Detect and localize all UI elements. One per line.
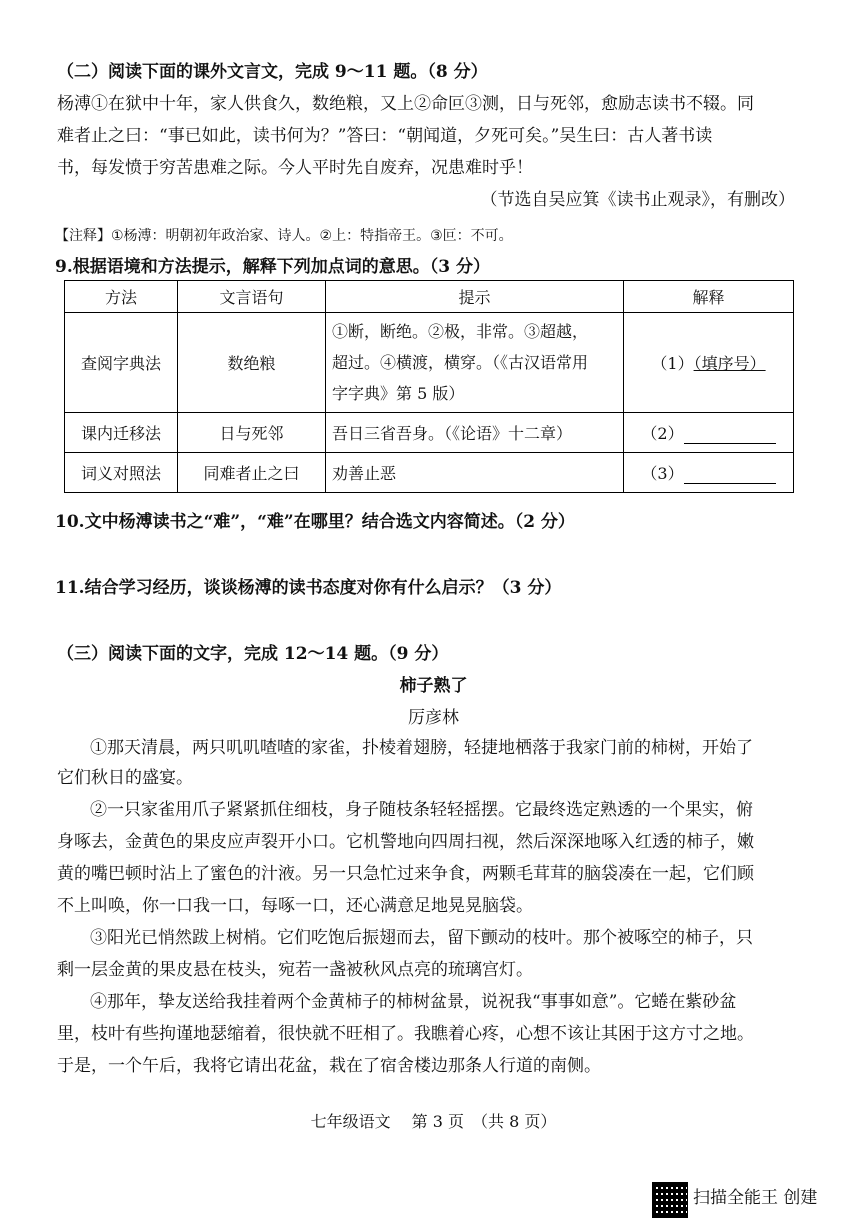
q9-row xyxy=(65,313,794,413)
section3-heading: （三）阅读下面的文字，完成 12～14 题。（9 分） xyxy=(57,644,449,664)
passage-line-3: 书，每发愤于穷苦患难之际。今人平时先自废弃，况患难时乎！ xyxy=(57,158,533,178)
q9-hint: 吾日三省吾身。（《论语》十二章） xyxy=(326,413,624,453)
q9-answer[interactable] xyxy=(624,313,794,413)
article-author: 厉彦林 xyxy=(408,708,459,728)
passage-source: （节选自吴应箕《读书止观录》，有删改） xyxy=(480,190,795,210)
answer-blank[interactable] xyxy=(684,425,776,444)
article-title: 柿子熟了 xyxy=(399,676,468,696)
answer-blank[interactable] xyxy=(684,465,776,484)
paragraph-4-line-2: 里，枝叶有些拘谨地瑟缩着，很快就不旺相了。我瞧着心疼，心想不该让其困于这方寸之地。 xyxy=(57,1024,754,1044)
q9-method: 课内迁移法 xyxy=(65,413,178,453)
q9-sentence: 日与死邻 xyxy=(178,413,326,453)
q10-text: 10.文中杨溥读书之“难”，“难”在哪里？结合选文内容简述。（2 分） xyxy=(55,512,575,532)
passage-line-1: 杨溥①在狱中十年，家人供食久，数绝粮，又上②命叵③测，日与死邻，愈励志读书不辍。同 xyxy=(57,94,754,114)
paragraph-2-line-1: ②一只家雀用爪子紧紧抓住细枝，身子随枝条轻轻摇摆。它最终选定熟透的一个果实，俯 xyxy=(90,800,753,820)
paragraph-4-line-1: ④那年，挚友送给我挂着两个金黄柿子的柿树盆景，说祝我“事事如意”。它蜷在紫砂盆 xyxy=(90,992,737,1012)
paragraph-2-line-4: 不上叫唤，你一口我一口，每啄一口，还心满意足地晃晃脑袋。 xyxy=(57,896,533,916)
paragraph-2-line-3: 黄的嘴巴顿时沾上了蜜色的汁液。另一只急忙过来争食，两颗毛茸茸的脑袋凑在一起，它们顾 xyxy=(57,864,754,884)
q9-answer-num: （1） xyxy=(651,354,694,373)
q9-title: 9.根据语境和方法提示，解释下列加点词的意思。（3 分） xyxy=(55,257,490,277)
q9-row xyxy=(65,453,794,493)
q9-answer-num: （3） xyxy=(641,464,684,483)
q11-text: 11.结合学习经历，谈谈杨溥的读书态度对你有什么启示？（3 分） xyxy=(55,578,562,598)
q9-method: 词义对照法 xyxy=(65,453,178,493)
paragraph-1-line-2: 它们秋日的盛宴。 xyxy=(57,768,193,788)
passage-note: 【注释】①杨溥：明朝初年政治家、诗人。②上：特指帝王。③叵：不可。 xyxy=(55,228,513,244)
paragraph-4-line-3: 于是，一个午后，我将它请出花盆，栽在了宿舍楼边那条人行道的南侧。 xyxy=(57,1056,601,1076)
q9-answer-text: （填序号） xyxy=(693,354,766,373)
q9-hint-line: ①断，断绝。②极，非常。③超越， xyxy=(332,322,589,341)
q9-hint xyxy=(326,313,624,413)
scanner-watermark: 扫描全能王 创建 xyxy=(693,1188,818,1208)
paragraph-2-line-2: 身啄去，金黄色的果皮应声裂开小口。它机警地向四周扫视，然后深深地啄入红透的柿子，嫩 xyxy=(57,832,754,852)
q9-row xyxy=(65,413,794,453)
paragraph-3-line-1: ③阳光已悄然跋上树梢。它们吃饱后振翅而去，留下颤动的枝叶。那个被啄空的柿子，只 xyxy=(90,928,753,948)
q9-method: 查阅字典法 xyxy=(65,313,178,413)
q9-answer[interactable] xyxy=(624,413,794,453)
q9-hint-line: 字字典》第 5 版） xyxy=(332,384,465,403)
q9-sentence: 同难者止之曰 xyxy=(178,453,326,493)
paragraph-1-line-1: ①那天清晨，两只叽叽喳喳的家雀，扑棱着翅膀，轻捷地栖落于我家门前的柿树，开始了 xyxy=(90,738,753,758)
passage-line-2: 难者止之曰：“事已如此，读书何为？”答曰：“朝闻道，夕死可矣。”吴生曰：古人著书读 xyxy=(57,126,713,146)
section2-heading: （二）阅读下面的课外文言文，完成 9～11 题。（8 分） xyxy=(57,62,488,82)
q9-header-hint: 提示 xyxy=(326,281,624,313)
q9-sentence: 数绝粮 xyxy=(178,313,326,413)
q9-header-sentence: 文言语句 xyxy=(178,281,326,313)
q9-table xyxy=(64,280,794,493)
q9-header-row xyxy=(65,281,794,313)
paragraph-3-line-2: 剩一层金黄的果皮悬在枝头，宛若一盏被秋风点亮的琉璃宫灯。 xyxy=(57,960,533,980)
qr-code-icon xyxy=(652,1182,688,1218)
q9-header-answer: 解释 xyxy=(624,281,794,313)
q9-hint-line: 超过。④横渡，横穿。（《古汉语常用 xyxy=(332,353,589,372)
q9-header-method: 方法 xyxy=(65,281,178,313)
q9-hint: 劝善止恶 xyxy=(326,453,624,493)
q9-answer[interactable] xyxy=(624,453,794,493)
page-footer: 七年级语文 第 3 页 （共 8 页） xyxy=(310,1112,557,1131)
q9-answer-num: （2） xyxy=(641,424,684,443)
